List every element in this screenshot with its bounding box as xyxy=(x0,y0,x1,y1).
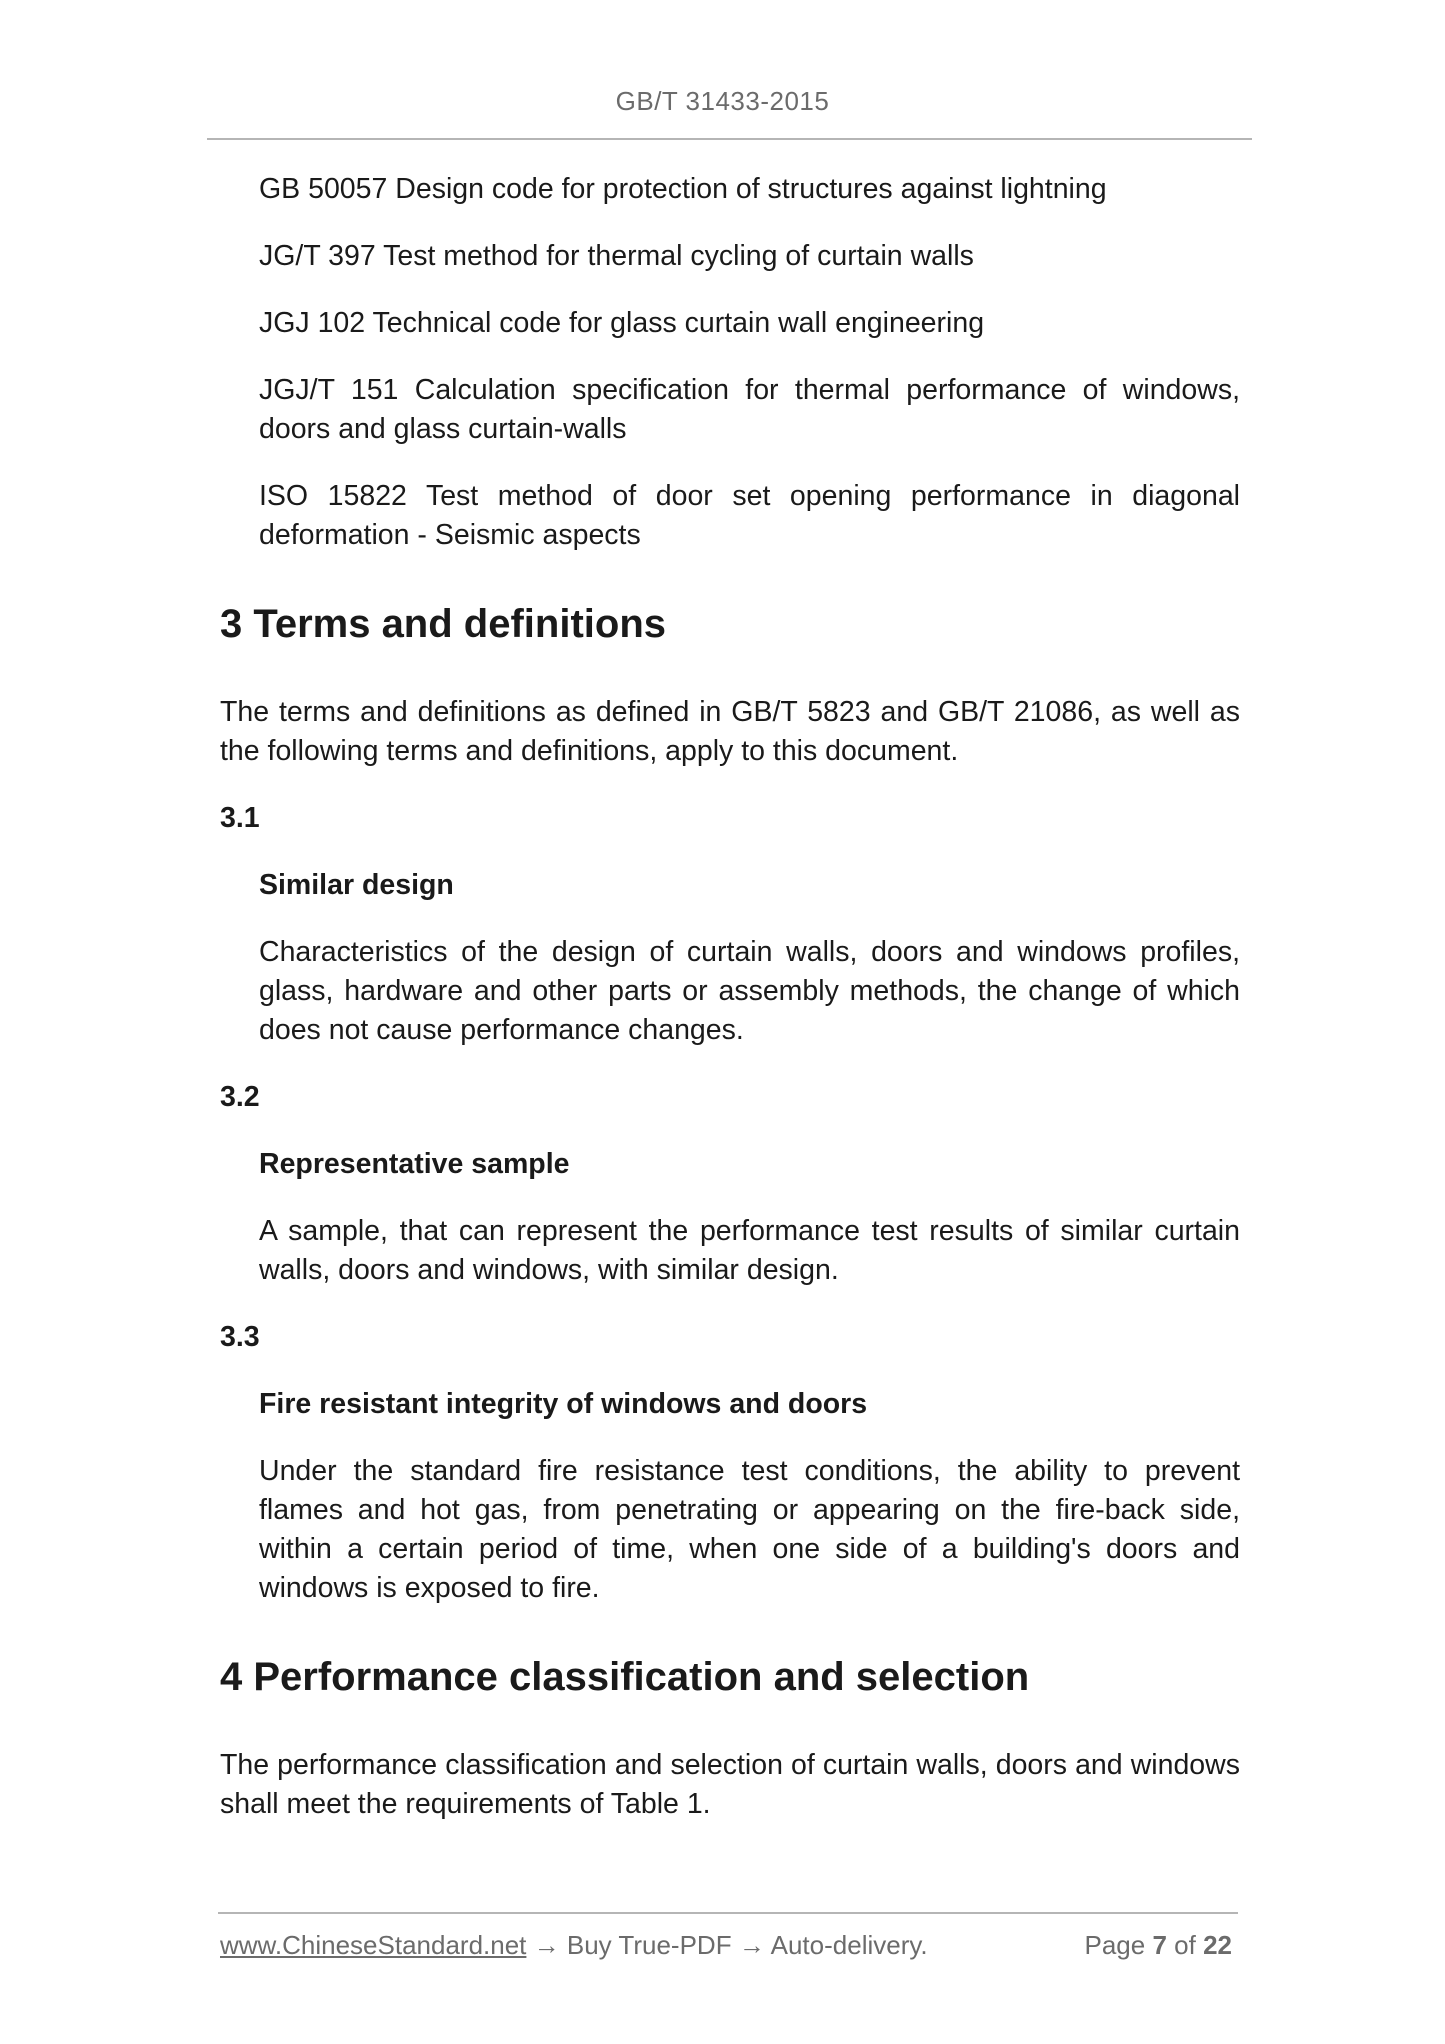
term-definition: Under the standard fire resistance test conditions, the ability to prevent flames and hot gas, from penetrating or appearing on the fire-back side, within a certain period of time, when one side of a building's doors and windows is exposed to fire. xyxy=(259,1455,1240,1604)
clause-number: 3.2 xyxy=(220,1081,260,1113)
reference-item: ISO 15822 Test method of door set opening performance in diagonal deformation - Seismic aspects xyxy=(259,480,1240,551)
clause-number: 3.1 xyxy=(220,802,260,834)
footer-divider xyxy=(218,1912,1238,1914)
page-content xyxy=(220,170,1240,1824)
footer-promo xyxy=(220,1930,928,1961)
arrow-icon: → xyxy=(738,1930,765,1960)
section-heading-4: 4 Performance classification and selection xyxy=(220,1655,1030,1699)
buy-text: Buy True-PDF xyxy=(566,1930,732,1960)
reference-item: JGJ 102 Technical code for glass curtain wall engineering xyxy=(259,307,985,339)
header-divider xyxy=(207,138,1252,140)
delivery-text: Auto-delivery. xyxy=(770,1930,928,1960)
reference-item: GB 50057 Design code for protection of structures against lightning xyxy=(259,173,1107,205)
page-indicator xyxy=(1084,1930,1232,1961)
term-name: Similar design xyxy=(259,869,454,901)
page-total: 22 xyxy=(1203,1930,1232,1960)
page-footer xyxy=(220,1930,1232,1961)
section-heading-3: 3 Terms and definitions xyxy=(220,602,666,646)
page-current: 7 xyxy=(1152,1930,1167,1960)
section-4-intro: The performance classification and selection of curtain walls, doors and windows shall meet the requirements of Table 1. xyxy=(220,1749,1240,1820)
term-definition: Characteristics of the design of curtain walls, doors and windows profiles, glass, hardware and other parts or assembly methods, the change of which does not cause performance changes. xyxy=(259,936,1240,1046)
website-link[interactable]: www.ChineseStandard.net xyxy=(220,1930,527,1960)
reference-item: JGJ/T 151 Calculation specification for thermal performance of windows, doors and glass curtain-walls xyxy=(259,374,1240,445)
running-header: GB/T 31433-2015 xyxy=(615,86,830,116)
page-of: of xyxy=(1174,1930,1196,1960)
reference-item: JG/T 397 Test method for thermal cycling of curtain walls xyxy=(259,240,974,272)
clause-number: 3.3 xyxy=(220,1321,260,1353)
term-definition: A sample, that can represent the performance test results of similar curtain walls, doors and windows, with similar design. xyxy=(259,1215,1240,1286)
term-name: Representative sample xyxy=(259,1148,570,1180)
page-label: Page xyxy=(1084,1930,1146,1960)
section-3-intro: The terms and definitions as defined in GB/T 5823 and GB/T 21086, as well as the following terms and definitions, apply to this document. xyxy=(220,696,1240,767)
arrow-icon: → xyxy=(533,1930,560,1960)
term-name: Fire resistant integrity of windows and doors xyxy=(259,1388,868,1420)
